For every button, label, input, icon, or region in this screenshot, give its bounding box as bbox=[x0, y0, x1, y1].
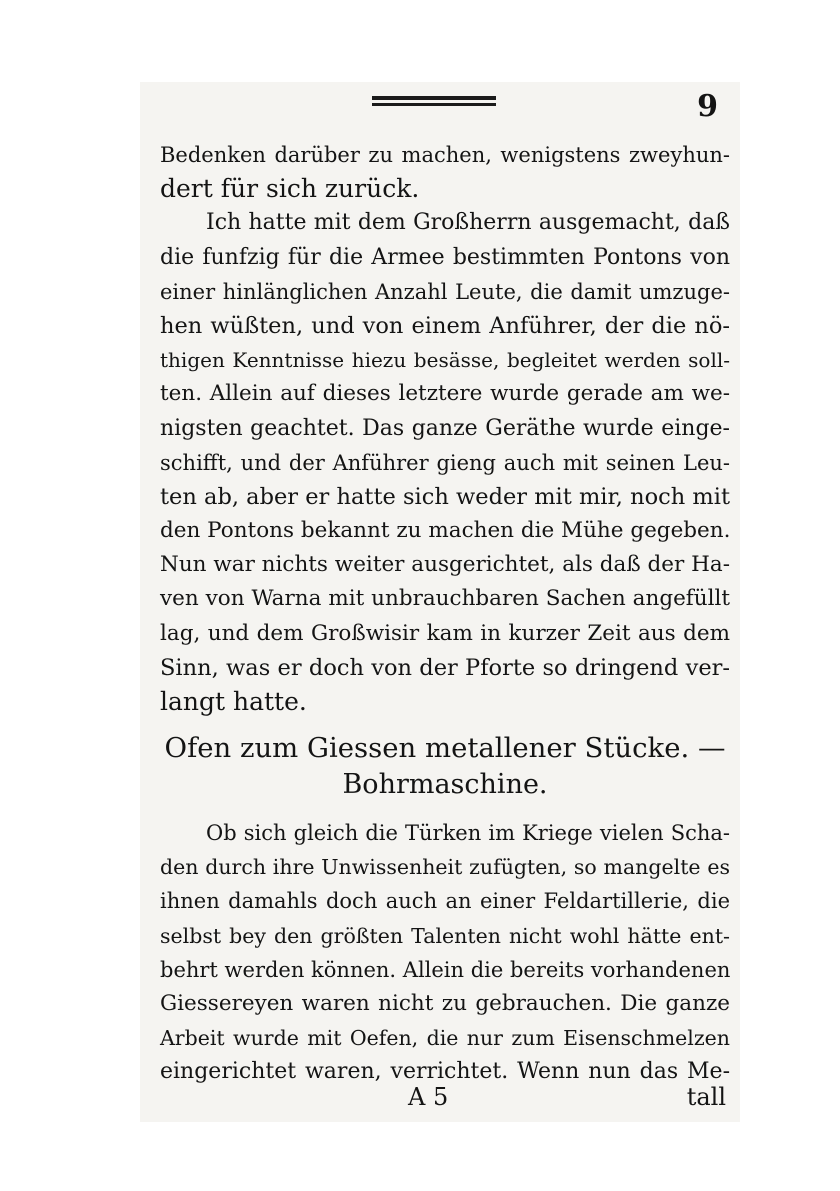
text-line: dert für sich zurück. bbox=[160, 174, 420, 204]
section-heading-title: Ofen zum Giessen metallener Stücke. — bbox=[164, 732, 726, 764]
catchword: tall bbox=[686, 1083, 726, 1111]
header-rule-thin bbox=[372, 103, 496, 106]
header-rule-thick bbox=[372, 96, 496, 100]
text-line: schifft, und der Anführer gieng auch mit seinen Leu- bbox=[160, 450, 730, 475]
text-line: hen wüßten, und von einem Anführer, der die nö- bbox=[160, 312, 730, 339]
text-line: thigen Kenntnisse hiezu besässe, begleitet werden soll- bbox=[160, 348, 730, 373]
text-line: ihnen damahls doch auch an einer Feldartillerie, die bbox=[160, 889, 730, 914]
body-text-bottom bbox=[160, 816, 730, 1090]
text-line: Giessereyen waren nicht zu gebrauchen. Die ganze bbox=[160, 990, 730, 1016]
text-line: Arbeit wurde mit Oefen, die nur zum Eisenschmelzen bbox=[160, 1026, 730, 1051]
text-line: Bedenken darüber zu machen, wenigstens zweyhun- bbox=[160, 143, 730, 167]
section-heading bbox=[160, 728, 730, 802]
text-line: ven von Warna mit unbrauchbaren Sachen angefüllt bbox=[160, 586, 730, 612]
text-line: ten ab, aber er hatte sich weder mit mir, noch mit bbox=[160, 483, 730, 510]
text-line: lag, und dem Großwisir kam in kurzer Zeit aus dem bbox=[160, 620, 730, 646]
text-line: die funfzig für die Armee bestimmten Pontons von bbox=[160, 244, 730, 270]
page-header bbox=[160, 89, 730, 126]
body-text-top bbox=[160, 138, 730, 719]
text-line: einer hinlänglichen Anzahl Leute, die damit umzuge- bbox=[160, 279, 730, 304]
text-line: Nun war nichts weiter ausgerichtet, als daß der Ha- bbox=[160, 552, 730, 578]
header-double-rule bbox=[372, 96, 496, 108]
page-number: 9 bbox=[697, 89, 718, 124]
text-line: den durch ihre Unwissenheit zufügten, so mangelte es bbox=[160, 855, 730, 880]
text-line: Ich hatte mit dem Großherrn ausgemacht, daß bbox=[206, 210, 730, 236]
section-heading-subtitle: Bohrmaschine. bbox=[342, 769, 548, 800]
text-line: den Pontons bekannt zu machen die Mühe gegeben. bbox=[160, 518, 731, 544]
text-line: selbst bey den größten Talenten nicht wohl hätte ent- bbox=[160, 923, 730, 948]
text-line: eingerichtet waren, verrichtet. Wenn nun das Me- bbox=[160, 1059, 730, 1085]
text-line: Sinn, was er doch von der Pforte so dringend ver- bbox=[160, 654, 730, 681]
page-footer bbox=[160, 1082, 730, 1112]
text-line: ten. Allein auf dieses letztere wurde gerade am we- bbox=[160, 381, 730, 407]
signature-mark: A 5 bbox=[408, 1083, 449, 1111]
text-line: nigsten geachtet. Das ganze Geräthe wurde einge- bbox=[160, 415, 730, 441]
text-line: Ob sich gleich die Türken im Kriege vielen Scha- bbox=[206, 821, 730, 845]
text-line: behrt werden können. Allein die bereits vorhandenen bbox=[160, 957, 731, 982]
text-line: langt hatte. bbox=[160, 687, 307, 716]
